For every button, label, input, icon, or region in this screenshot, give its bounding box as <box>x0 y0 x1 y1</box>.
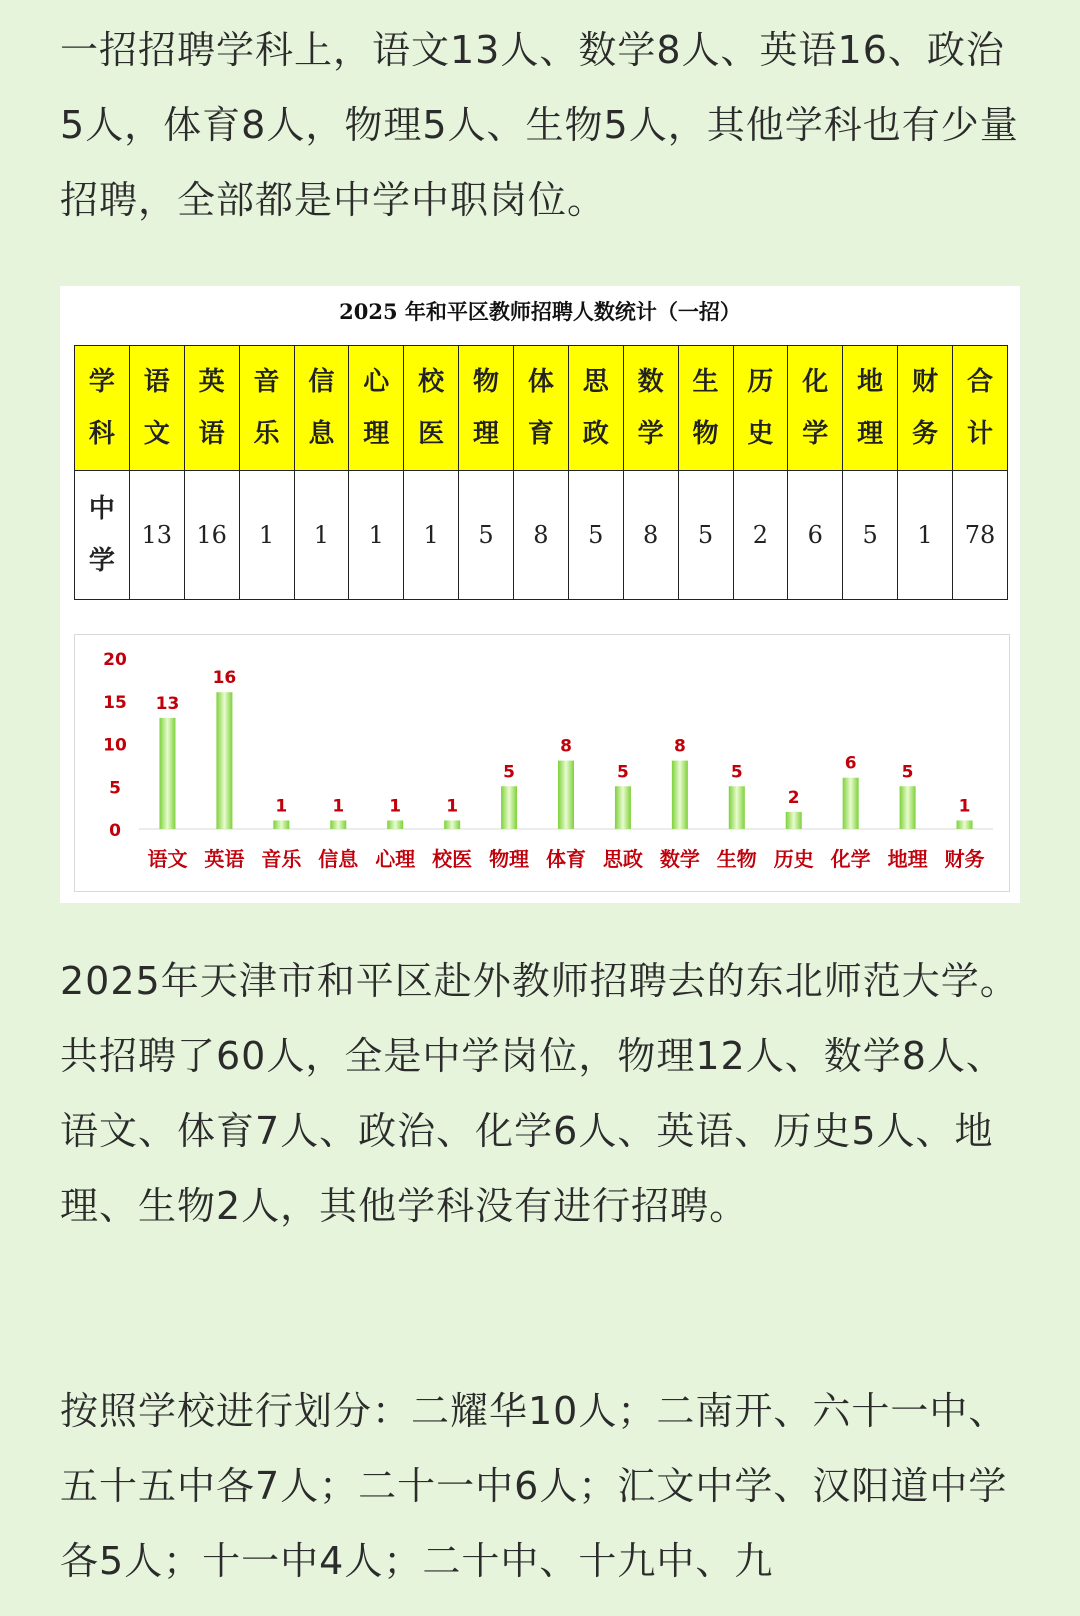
header-cell <box>349 346 404 471</box>
table-cell: 1 <box>898 471 953 600</box>
bar <box>387 820 403 829</box>
x-tick-label: 化学 <box>830 847 871 871</box>
stats-table <box>74 345 1008 600</box>
bar <box>786 812 802 829</box>
x-tick-label: 校医 <box>432 847 473 871</box>
header-cell <box>788 346 843 471</box>
header-cell <box>898 346 953 471</box>
header-cell-text: 历史 <box>747 367 774 449</box>
header-cell <box>239 346 294 471</box>
x-tick-label: 体育 <box>546 847 586 871</box>
header-cell-text: 音乐 <box>253 367 280 449</box>
header-cell <box>623 346 678 471</box>
bar-value-label: 1 <box>446 796 459 817</box>
header-cell-text: 语文 <box>143 367 170 449</box>
table-cell: 13 <box>129 471 184 600</box>
bar-value-label: 5 <box>901 762 914 783</box>
header-cell-text: 地理 <box>857 367 884 449</box>
paragraph-2: 2025年天津市和平区赴外教师招聘去的东北师范大学。共招聘了60人，全是中学岗位，物理12人、数学8人、语文、体育7人、政治、化学6人、英语、历史5人、地理、生物2人，其他学科没有进行招聘。 <box>60 959 1019 1228</box>
paragraph-1: 一招招聘学科上，语文13人、数学8人、英语16、政治5人，体育8人，物理5人、生物5人，其他学科也有少量招聘，全部都是中学中职岗位。 <box>60 28 1019 222</box>
x-tick-label: 数学 <box>659 847 700 871</box>
bar-value-label: 5 <box>730 762 743 783</box>
bar <box>216 692 232 829</box>
x-tick-label: 历史 <box>773 847 814 871</box>
x-tick-label: 信息 <box>318 847 359 871</box>
header-cell-text: 英语 <box>198 367 225 449</box>
table-cell: 5 <box>678 471 733 600</box>
bar-value-label: 5 <box>503 762 515 783</box>
figure-title: 2025 年和平区教师招聘人数统计（一招） <box>339 299 741 324</box>
x-tick-label: 语文 <box>147 847 188 871</box>
header-total <box>953 346 1008 471</box>
bar <box>501 786 517 829</box>
bar <box>672 761 688 829</box>
bar-chart-svg <box>75 635 1009 891</box>
table-cell: 1 <box>349 471 404 600</box>
bar-value-label: 8 <box>560 736 572 757</box>
header-cell <box>733 346 788 471</box>
bar <box>843 778 859 829</box>
table-cell: 16 <box>184 471 239 600</box>
x-tick-label: 思政 <box>602 847 643 871</box>
stats-figure <box>60 286 1020 903</box>
row-label <box>75 471 130 600</box>
x-tick-label: 生物 <box>716 847 757 871</box>
table-cell: 5 <box>568 471 623 600</box>
table-cell: 1 <box>294 471 349 600</box>
bar-value-label: 1 <box>275 796 288 817</box>
bar <box>444 820 460 829</box>
header-cell <box>568 346 623 471</box>
bar <box>273 820 289 829</box>
bar <box>159 718 175 829</box>
table-cell: 1 <box>404 471 459 600</box>
bar-value-label: 16 <box>212 668 237 689</box>
bar <box>615 786 631 829</box>
y-tick-label: 15 <box>103 692 127 713</box>
header-cell-text: 生物 <box>692 367 719 449</box>
header-total-text: 合计 <box>966 367 993 449</box>
paragraph-3: 按照学校进行划分：二耀华10人；二南开、六十一中、五十五中各7人；二十一中6人；汇文中学、汉阳道中学各5人；十一中4人；二十中、十九中、九 <box>60 1389 1008 1583</box>
header-cell-text: 心理 <box>363 367 390 449</box>
x-tick-label: 心理 <box>375 847 416 871</box>
row-label-text: 中学 <box>88 494 115 576</box>
header-subject-label <box>75 346 130 471</box>
header-cell <box>404 346 459 471</box>
bar-chart <box>74 634 1010 892</box>
table-cell: 8 <box>623 471 678 600</box>
table-header-row <box>75 346 1008 471</box>
bar <box>957 820 973 829</box>
bar-value-label: 1 <box>332 796 345 817</box>
header-cell <box>678 346 733 471</box>
header-subject-label-text: 学科 <box>88 367 115 449</box>
header-cell <box>129 346 184 471</box>
header-cell <box>459 346 514 471</box>
table-cell: 2 <box>733 471 788 600</box>
x-tick-label: 英语 <box>204 847 245 871</box>
table-cell: 5 <box>459 471 514 600</box>
header-cell-text: 物理 <box>473 367 500 449</box>
header-cell-text: 思政 <box>582 367 609 449</box>
header-cell-text: 数学 <box>637 367 664 449</box>
table-cell: 8 <box>514 471 569 600</box>
bar-value-label: 8 <box>673 736 686 757</box>
bar <box>900 786 916 829</box>
bar-value-label: 5 <box>617 762 629 783</box>
header-cell <box>843 346 898 471</box>
x-tick-label: 地理 <box>887 847 928 871</box>
bar <box>729 786 745 829</box>
bar-value-label: 2 <box>787 787 800 808</box>
x-tick-label: 财务 <box>944 847 985 871</box>
table-total-cell: 78 <box>953 471 1008 600</box>
table-row <box>75 471 1008 600</box>
x-tick-label: 物理 <box>489 847 530 871</box>
table-cell: 5 <box>843 471 898 600</box>
bar-value-label: 6 <box>844 753 857 774</box>
header-cell-text: 化学 <box>802 367 829 449</box>
bar-value-label: 13 <box>155 693 180 714</box>
y-tick-label: 5 <box>109 778 121 799</box>
x-tick-label: 音乐 <box>261 847 302 871</box>
table-cell: 6 <box>788 471 843 600</box>
y-tick-label: 0 <box>109 821 121 841</box>
bar <box>330 820 346 829</box>
header-cell <box>514 346 569 471</box>
header-cell-text: 财务 <box>912 367 939 449</box>
header-cell-text: 校医 <box>418 367 445 449</box>
bar <box>558 761 574 829</box>
y-tick-label: 20 <box>103 650 127 670</box>
header-cell-text: 信息 <box>308 367 335 449</box>
header-cell-text: 体育 <box>527 367 554 449</box>
bar-value-label: 1 <box>389 796 402 817</box>
table-cell: 1 <box>239 471 294 600</box>
header-cell <box>294 346 349 471</box>
bar-value-label: 1 <box>958 796 971 817</box>
y-tick-label: 10 <box>103 735 127 756</box>
header-cell <box>184 346 239 471</box>
